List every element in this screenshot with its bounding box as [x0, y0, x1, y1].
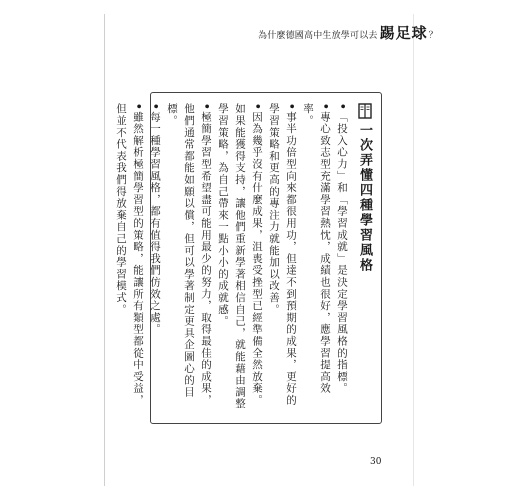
bullet: • [132, 103, 144, 112]
header-title: 踢足球 [379, 24, 428, 42]
bullet: • [149, 103, 161, 112]
bullet: • [336, 103, 348, 112]
summary-text [115, 103, 373, 415]
summary-box [115, 92, 382, 424]
bullet: • [319, 103, 331, 112]
list-item-text: 因為幾乎沒有什麼成果，沮喪受挫型已經準備全然放棄。如果能獲得支持，讓他們重新學著相信自己，就能藉由調整學習策略，為自己帶來一點小小的成就感。 [217, 103, 263, 410]
bullet: • [251, 103, 263, 112]
running-header [258, 22, 438, 43]
list-item [146, 103, 163, 415]
page-number: 30 [370, 457, 382, 467]
header-question-mark: ？ [428, 31, 438, 41]
list-item [299, 103, 333, 415]
book-icon [358, 103, 372, 119]
summary-title: 一次弄懂四種學習風格 [357, 123, 372, 273]
list-item [265, 103, 299, 415]
list-item [163, 103, 214, 415]
list-item-text: 雖然解析極簡學習型的策略，能讓所有類型都從中受益，但並不代表我們得放棄自己的學習模式。 [115, 103, 144, 407]
list-item-text: 極簡學習型希望盡可能用最少的努力，取得最佳的成果，他們通常都能如願以償，但可以學著制定更具企圖心的目標。 [166, 103, 212, 407]
bullet: • [285, 103, 297, 112]
header-subtitle: 為什麼德國高中生放學可以去 [258, 31, 378, 41]
list-item-text: 事半功倍型向來都很用功，但達不到預期的成果，更好的學習策略和更高的專注力就能加以改善。 [268, 103, 297, 407]
list-item [112, 103, 146, 415]
list-item [333, 103, 350, 415]
list-item-text: 每一種學習風格，都有值得我們仿效之處。 [149, 111, 161, 336]
summary-title-line [356, 103, 373, 415]
list-item-text: 專心致志型充滿學習熱忱，成績也很好，應學習提高效率。 [302, 103, 331, 395]
bullet: • [200, 103, 212, 112]
list-item [214, 103, 265, 415]
list-item-text: 「投入心力」和「學習成就」是決定學習風格的指標。 [336, 111, 348, 395]
